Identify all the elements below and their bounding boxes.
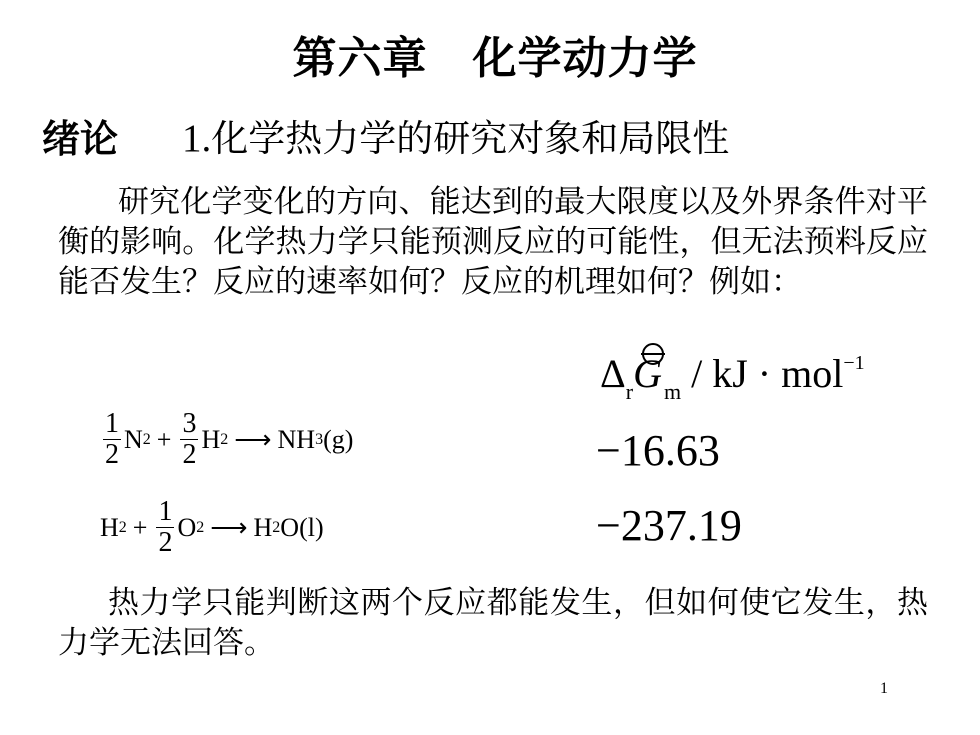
species-subscript: 2 <box>118 518 127 536</box>
product-rest: O(l) <box>280 512 324 542</box>
subscript-m: m <box>663 379 682 404</box>
species-subscript: 2 <box>220 430 229 448</box>
reaction-ammonia <box>100 410 353 469</box>
section-number: 1. <box>182 117 212 160</box>
fraction-one-half <box>156 498 174 557</box>
delta-symbol: Δ <box>600 351 626 396</box>
section-title: 化学热力学的研究对象和局限性 <box>211 117 730 160</box>
reaction-arrow-icon: ⟶ <box>210 512 248 542</box>
intro-label: 绪论 <box>42 116 119 161</box>
page-number: 1 <box>880 680 888 697</box>
section-heading <box>182 108 729 162</box>
fraction-numerator: 1 <box>105 408 119 439</box>
product-state: (g) <box>323 424 354 454</box>
gibbs-value-ammonia: −16.63 <box>596 426 720 475</box>
species-h: H <box>201 424 221 454</box>
species-subscript: 2 <box>142 430 151 448</box>
slide-title: 第六章 化学动力学 <box>292 33 698 84</box>
species-subscript: 2 <box>196 518 205 536</box>
plus-sign: + <box>132 512 148 542</box>
product-h: H <box>253 512 273 542</box>
plus-sign: + <box>156 424 172 454</box>
unit-label: / kJ · mol <box>691 351 844 396</box>
fraction-one-half <box>103 410 121 469</box>
gibbs-symbol: G <box>633 351 662 396</box>
species-o: O <box>177 512 197 542</box>
gibbs-value-water: −237.19 <box>596 501 742 550</box>
fraction-numerator: 1 <box>158 496 173 527</box>
subscript-r: r <box>625 379 634 404</box>
reaction-arrow-icon: ⟶ <box>234 424 272 454</box>
product-subscript: 3 <box>315 430 324 448</box>
product-subscript: 2 <box>272 518 281 536</box>
gibbs-header <box>600 343 865 405</box>
fraction-numerator: 3 <box>182 408 197 439</box>
fraction-denominator: 2 <box>158 527 173 558</box>
fraction-three-half <box>180 410 198 469</box>
reaction-water <box>100 498 324 557</box>
product-nh: NH <box>277 424 316 454</box>
species-h: H <box>100 512 119 542</box>
species-n: N <box>124 424 143 454</box>
fraction-denominator: 2 <box>182 439 197 470</box>
unit-exponent: −1 <box>843 352 865 374</box>
paragraph-intro: 研究化学变化的方向、能达到的最大限度以及外界条件对平衡的影响。化学热力学只能预测反应的可能性，但无法预料反应能否发生？反应的速率如何？反应的机理如何？例如： <box>58 184 928 300</box>
paragraph-conclusion: 热力学只能判断这两个反应都能发生，但如何使它发生，热力学无法回答。 <box>58 585 928 661</box>
fraction-denominator: 2 <box>105 439 119 470</box>
standard-state-icon <box>642 343 664 365</box>
